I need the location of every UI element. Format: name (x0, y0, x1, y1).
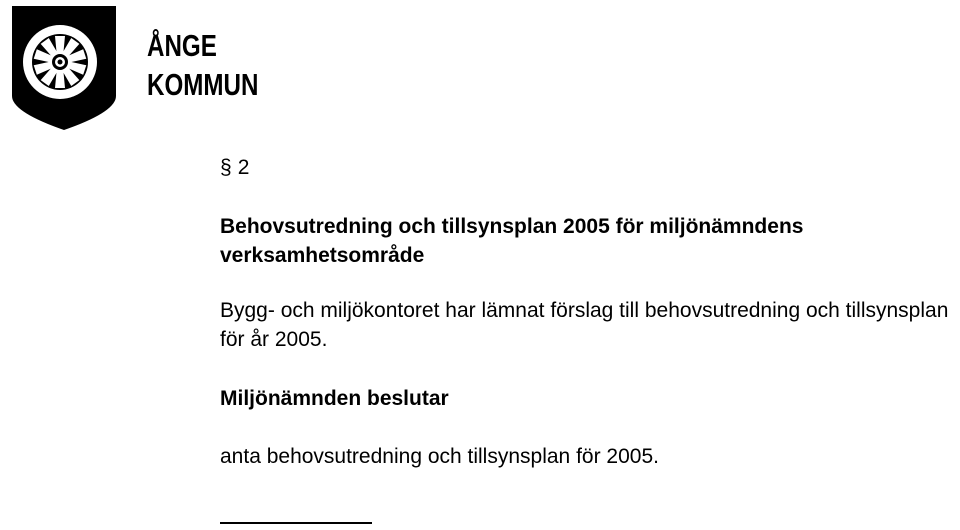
body-paragraph: Bygg- och miljökontoret har lämnat förslag till behovsutredning och tillsynsplan för år 2005. (220, 299, 949, 351)
document-heading: Behovsutredning och tillsynsplan 2005 för miljönämndens verksamhetsområde (220, 215, 804, 267)
municipality-name (147, 26, 258, 104)
section-sign: § (220, 156, 232, 179)
municipality-name-line1: ÅNGE (147, 28, 217, 63)
municipality-name-line2: KOMMUN (147, 67, 259, 102)
decision-heading: Miljönämnden beslutar (220, 387, 449, 410)
municipality-logo (8, 4, 120, 132)
signature-line (220, 522, 372, 524)
section-number: 2 (237, 156, 250, 179)
paragraph-number (220, 155, 249, 181)
decision-text: anta behovsutredning och tillsynsplan för 2005. (220, 445, 659, 468)
wheel-shield-icon (8, 4, 120, 132)
